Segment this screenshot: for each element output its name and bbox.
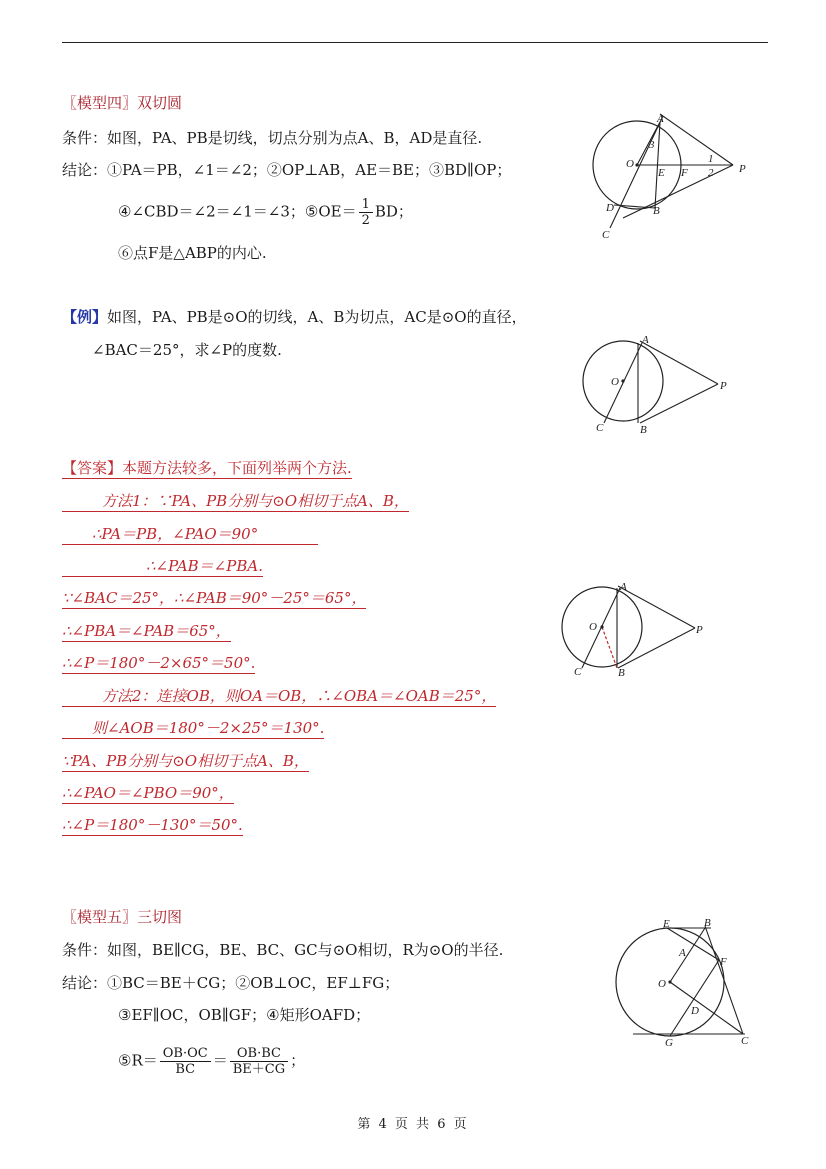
- figure-answer: [560, 580, 720, 680]
- fraction-1-numerator: OB·OC: [160, 1046, 211, 1062]
- label-O: O: [589, 621, 597, 633]
- model4-conclusion-2: [118, 197, 413, 228]
- label-B: B: [704, 917, 711, 929]
- label-3: 3: [649, 139, 655, 151]
- fraction-denominator: 2: [361, 213, 370, 228]
- answer-line-6: [62, 653, 255, 673]
- label-C: C: [602, 229, 610, 241]
- label-C: C: [574, 666, 582, 678]
- formula-equals: ＝: [212, 1051, 228, 1070]
- model4-conclusion-2-pre: ④∠CBD＝∠2＝∠1＝∠3；⑤OE＝: [118, 202, 357, 221]
- label-O: O: [626, 158, 634, 170]
- label-1: 1: [708, 153, 714, 165]
- model4-title: 〖模型四〗双切圆: [62, 94, 183, 112]
- figure-example: [580, 335, 740, 435]
- label-B: B: [653, 205, 660, 217]
- label-B: B: [640, 424, 647, 436]
- answer-line-3-text: ∴∠PAB＝∠PBA.: [62, 557, 263, 577]
- label-F: F: [681, 167, 688, 179]
- answer-line-7: [62, 686, 496, 706]
- label-2: 2: [708, 167, 714, 179]
- model5-formula: [118, 1046, 305, 1077]
- label-A: A: [620, 581, 627, 593]
- answer-line-4-text: ∵∠BAC＝25°，∴∠PAB＝90°－25°＝65°，: [62, 589, 367, 607]
- label-O: O: [658, 978, 666, 990]
- formula-prefix: ⑤R＝: [118, 1051, 158, 1070]
- fraction-numerator: 1: [359, 197, 373, 213]
- answer-line-7-text: 方法2：连接OB，则OA＝OB，∴∠OBA＝∠OAB＝25°，: [62, 687, 496, 707]
- top-rule: [62, 42, 768, 43]
- answer-line-8: [62, 718, 324, 738]
- figure-double-tangent: [585, 110, 755, 245]
- answer-line-1-text: 方法1：∵PA、PB分别与⊙O相切于点A、B，: [62, 492, 409, 512]
- example-line-2: ∠BAC＝25°，求∠P的度数.: [92, 341, 282, 359]
- label-B: B: [618, 667, 625, 679]
- formula-fraction-2: [230, 1046, 288, 1077]
- label-P: P: [720, 380, 727, 392]
- model5-condition: 条件：如图，BE∥CG，BE、BC、GC与⊙O相切，R为⊙O的半径.: [62, 941, 504, 959]
- example-line-1: [62, 307, 527, 327]
- figure-triple-tangent: [615, 917, 765, 1050]
- formula-suffix: ；: [290, 1051, 306, 1070]
- answer-line-11: [62, 815, 243, 835]
- label-D: D: [691, 1005, 699, 1017]
- model4-conclusion-3: ⑥点F是△ABP的内心.: [118, 244, 267, 262]
- answer-line-1: [62, 491, 409, 511]
- answer-line-3: [62, 556, 263, 576]
- label-F: F: [720, 956, 727, 968]
- label-A: A: [642, 334, 649, 346]
- answer-line-8-text: 则∠AOB＝180°－2×25°＝130°.: [62, 719, 324, 739]
- model4-conclusion-1: 结论：①PA＝PB，∠1＝∠2；②OP⊥AB，AE＝BE；③BD∥OP；: [62, 161, 512, 179]
- label-P: P: [696, 624, 703, 636]
- model4-conclusion-2-post: BD；: [374, 202, 413, 221]
- answer-line-6-text: ∴∠P＝180°－2×65°＝50°.: [62, 654, 256, 672]
- fraction-1-denominator: BC: [175, 1062, 196, 1077]
- answer-line-9: [62, 751, 309, 771]
- answer-intro: 本题方法较多，下面列举两个方法.: [122, 459, 352, 477]
- model5-conclusion-1: 结论：①BC＝BE＋CG；②OB⊥OC，EF⊥FG；: [62, 974, 400, 992]
- model4-condition: 条件：如图，PA、PB是切线，切点分别为点A、B，AD是直径.: [62, 129, 483, 147]
- label-C: C: [596, 422, 604, 434]
- answer-line-10-text: ∴∠PAO＝∠PBO＝90°，: [62, 784, 234, 802]
- answer-tag-line: [62, 459, 352, 479]
- label-A: A: [657, 113, 664, 125]
- formula-fraction-1: [160, 1046, 211, 1077]
- page-footer: 第 4 页 共 6 页: [357, 1117, 469, 1132]
- label-O: O: [611, 376, 619, 388]
- label-E: E: [663, 918, 670, 930]
- answer-line-5-text: ∴∠PBA＝∠PAB＝65°，: [62, 622, 231, 640]
- answer-line-4: [62, 588, 366, 608]
- label-C: C: [741, 1035, 749, 1047]
- answer-line-5: [62, 621, 231, 641]
- example-text-1: 如图，PA、PB是⊙O的切线，A、B为切点，AC是⊙O的直径，: [107, 308, 527, 326]
- example-tag: 【例】: [62, 308, 108, 326]
- fraction-half: [359, 197, 373, 228]
- answer-line-2-text: ∴PA＝PB，∠PAO＝90°: [62, 525, 318, 545]
- label-D: D: [606, 202, 614, 214]
- fraction-2-numerator: OB·BC: [230, 1046, 288, 1062]
- answer-heading: [62, 458, 352, 478]
- model5-title: 〖模型五〗三切图: [62, 908, 183, 926]
- label-A: A: [679, 947, 686, 959]
- model5-conclusion-2: ③EF∥OC，OB∥GF；④矩形OAFD；: [118, 1006, 371, 1024]
- answer-line-10: [62, 783, 234, 803]
- answer-line-9-text: ∵PA、PB分别与⊙O相切于点A、B，: [62, 752, 309, 770]
- fraction-2-denominator: BE＋CG: [232, 1062, 286, 1077]
- label-G: G: [665, 1037, 673, 1049]
- answer-tag: 【答案】: [62, 459, 123, 477]
- answer-line-2: [62, 524, 318, 544]
- answer-line-11-text: ∴∠P＝180°－130°＝50°.: [62, 816, 243, 834]
- label-E: E: [658, 167, 665, 179]
- label-P: P: [739, 163, 746, 175]
